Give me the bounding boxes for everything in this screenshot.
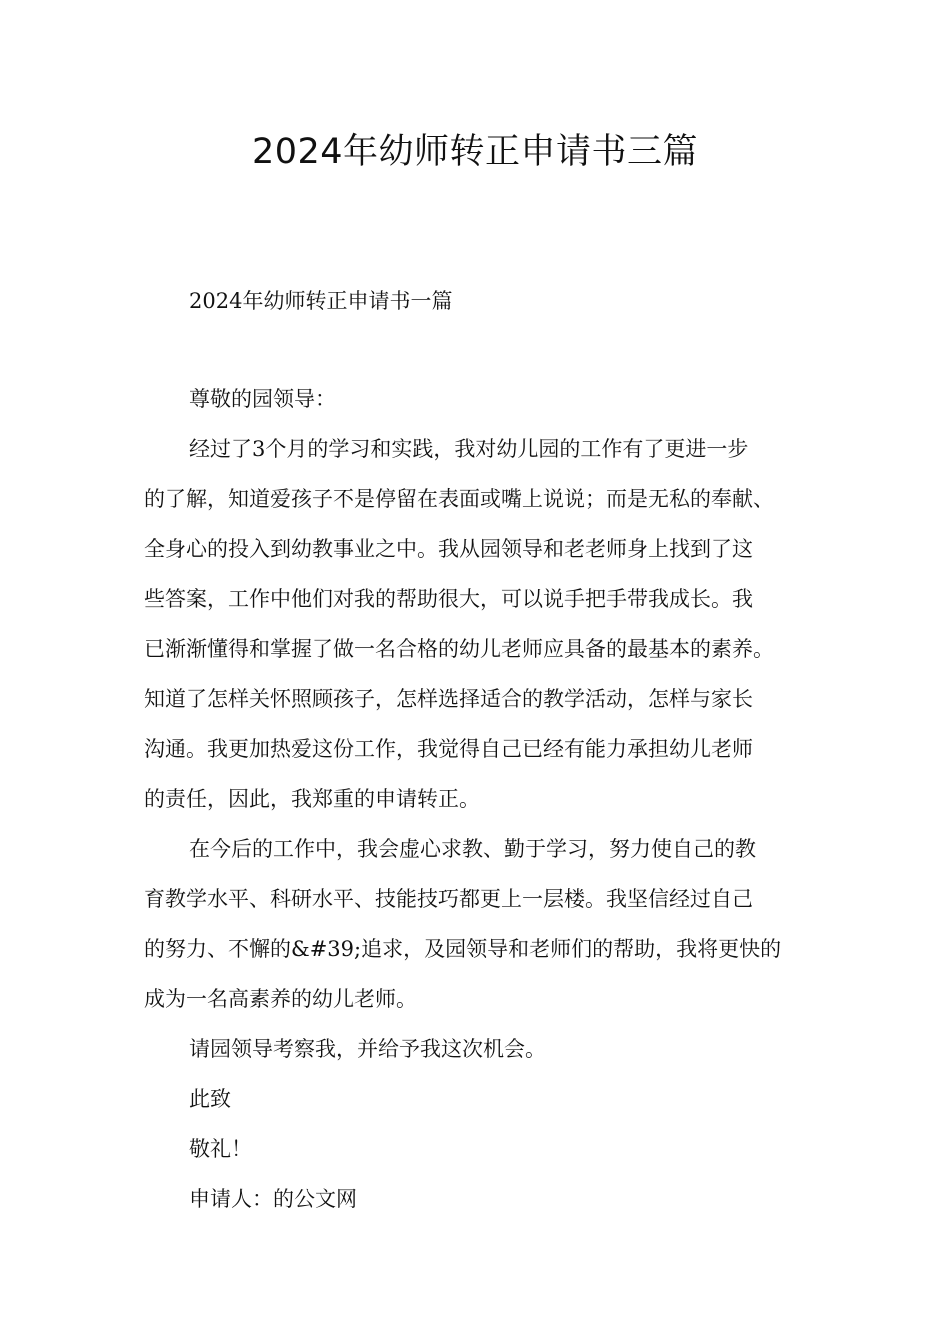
section-subtitle: 2024年幼师转正申请书一篇 bbox=[189, 289, 453, 313]
paragraph-2-line-1: 在今后的工作中，我会虚心求教、勤于学习，努力使自己的教 bbox=[189, 837, 756, 861]
paragraph-2-line-2: 育教学水平、科研水平、技能技巧都更上一层楼。我坚信经过自己 bbox=[144, 887, 753, 911]
request-line: 请园领导考察我，并给予我这次机会。 bbox=[189, 1037, 546, 1061]
paragraph-1-line-3: 全身心的投入到幼教事业之中。我从园领导和老老师身上找到了这 bbox=[144, 537, 753, 561]
paragraph-1-line-4: 些答案，工作中他们对我的帮助很大，可以说手把手带我成长。我 bbox=[144, 587, 753, 611]
paragraph-1-line-2: 的了解，知道爱孩子不是停留在表面或嘴上说说；而是无私的奉献、 bbox=[144, 487, 774, 511]
paragraph-1-line-1: 经过了3个月的学习和实践，我对幼儿园的工作有了更进一步 bbox=[189, 437, 749, 461]
paragraph-2-line-3: 的努力、不懈的&#39;追求，及园领导和老师们的帮助，我将更快的 bbox=[144, 937, 782, 961]
closing-line-1: 此致 bbox=[189, 1087, 231, 1111]
paragraph-1-line-7: 沟通。我更加热爱这份工作，我觉得自己已经有能力承担幼儿老师 bbox=[144, 737, 753, 761]
paragraph-1-line-8: 的责任，因此，我郑重的申请转正。 bbox=[144, 787, 480, 811]
document-title: 2024年幼师转正申请书三篇 bbox=[251, 132, 699, 172]
paragraph-2-line-4: 成为一名高素养的幼儿老师。 bbox=[144, 987, 417, 1011]
closing-line-2: 敬礼！ bbox=[189, 1137, 252, 1161]
signature-line: 申请人：的公文网 bbox=[189, 1187, 357, 1211]
paragraph-1-line-5: 已渐渐懂得和掌握了做一名合格的幼儿老师应具备的最基本的素养。 bbox=[144, 637, 774, 661]
salutation: 尊敬的园领导： bbox=[189, 387, 336, 411]
paragraph-1-line-6: 知道了怎样关怀照顾孩子，怎样选择适合的教学活动，怎样与家长 bbox=[144, 687, 753, 711]
